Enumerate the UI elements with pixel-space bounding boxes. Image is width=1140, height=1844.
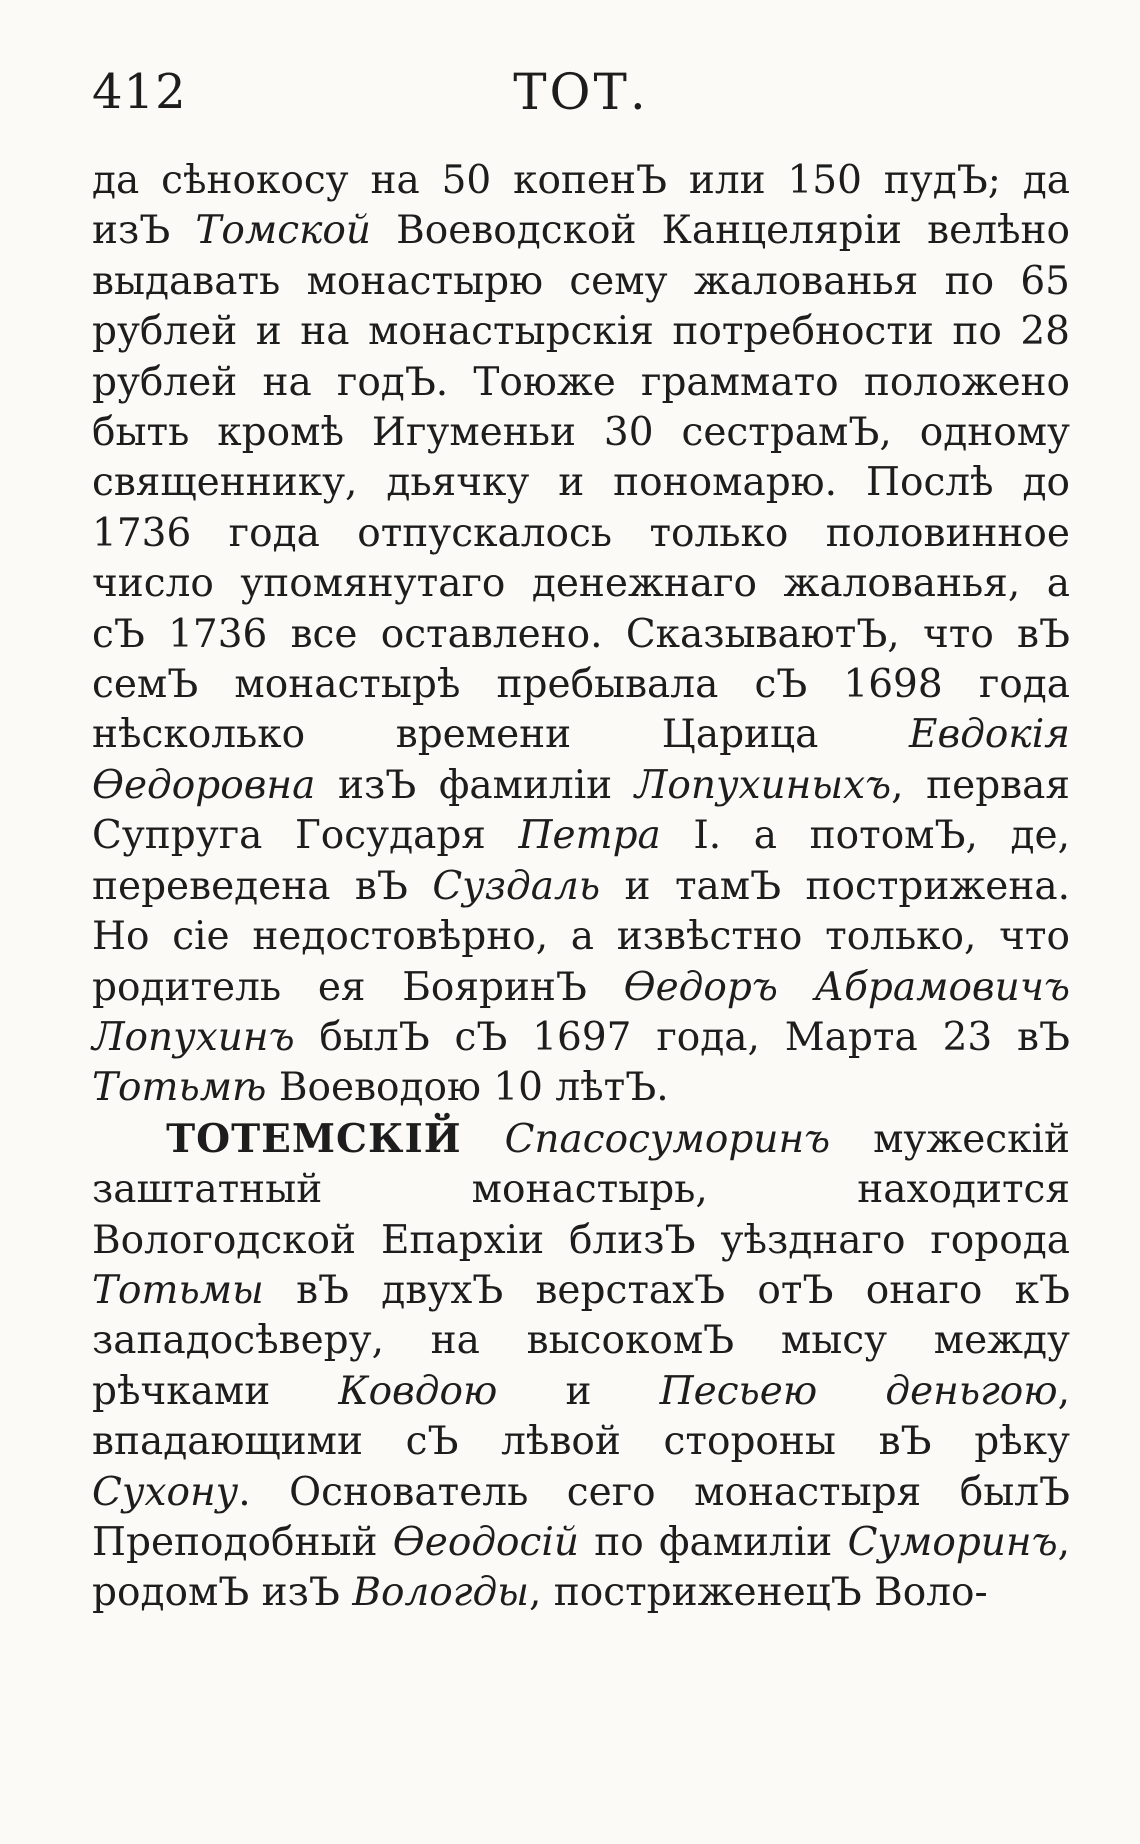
text-segment: Томской — [195, 208, 371, 254]
text-segment: Суморинъ — [847, 1519, 1058, 1565]
text-segment: Суздаль — [432, 863, 601, 909]
text-segment: вЪ двухЪ верстахЪ отЪ онаго кЪ западосѣверу, на высокомЪ мысу между рѣчками — [92, 1267, 1070, 1414]
text-segment: Евдокія Ѳедоровна — [92, 712, 1070, 808]
text-segment: Тотьмы — [92, 1267, 264, 1313]
body-text — [92, 156, 1070, 1619]
text-segment: Ковдою — [338, 1368, 498, 1414]
text-segment: изЪ фамиліи — [315, 762, 635, 808]
text-segment: Спасосуморинъ — [504, 1116, 831, 1162]
text-segment: Песьею деньгою — [659, 1368, 1058, 1414]
paragraph-1 — [92, 156, 1070, 1114]
text-segment: Тотьмѣ — [92, 1065, 267, 1111]
text-segment: былЪ сЪ 1697 года, Марта 23 вЪ — [294, 1014, 1070, 1060]
text-segment: Ѳедоръ Абрамовичъ Лопухинъ — [92, 964, 1070, 1060]
running-head: ТОТ. — [513, 63, 649, 121]
text-segment: Воеводской Канцеляріи велѣно выдавать монастырю сему жалованья по 65 рублей и на монастырскія потребности по 28 рублей на годЪ. Тоюже граммато положено быть кромѣ Игуменьи 30 сестрамЪ, одному священнику, дьячку и пономарю. Послѣ до 1736 года отпускалось только половинное число упомянутаго денежнаго жалованья, а сЪ 1736 все оставлено. СказываютЪ, что вЪ семЪ монастырѣ пребывала сЪ 1698 года нѣсколько времени Царица — [92, 208, 1070, 758]
text-segment: по фамиліи — [578, 1519, 848, 1565]
text-segment: , постриженецЪ Воло- — [528, 1570, 988, 1616]
page-number: 412 — [92, 64, 187, 120]
paragraph-2 — [92, 1114, 1070, 1619]
text-segment: Воеводою 10 лѣтЪ. — [266, 1065, 669, 1111]
text-segment: , впадающими сЪ лѣвой стороны вЪ рѣку — [92, 1368, 1070, 1465]
text-segment: Лопухиныхъ — [634, 762, 892, 808]
text-segment: Петра — [518, 813, 661, 859]
text-segment: да сѣнокосу на 50 копенЪ или 150 пудЪ; да изЪ — [92, 158, 1070, 254]
text-segment: , первая Супруга Государя — [92, 762, 1070, 859]
text-segment: и тамЪ пострижена. Но сіе недостовѣрно, а извѣстно только, что родитель ея БояринЪ — [92, 863, 1070, 1010]
text-segment: ТОТЕМСКІЙ — [166, 1115, 462, 1162]
text-segment: I. а потомЪ, де, переведена вЪ — [92, 813, 1070, 909]
page-header — [92, 62, 1070, 128]
text-segment — [462, 1117, 505, 1162]
text-segment: Ѳеодосій — [392, 1519, 579, 1565]
text-segment: мужескій заштатный монастырь, находится Вологодской Епархіи близЪ уѣзднаго города — [92, 1116, 1070, 1263]
text-segment: , родомЪ изЪ — [92, 1519, 1071, 1616]
text-segment: Вологды — [352, 1570, 529, 1616]
text-segment: . Основатель сего монастыря былЪ Преподобный — [92, 1469, 1070, 1565]
text-segment: и — [497, 1368, 660, 1414]
text-segment: Сухону — [92, 1469, 239, 1515]
